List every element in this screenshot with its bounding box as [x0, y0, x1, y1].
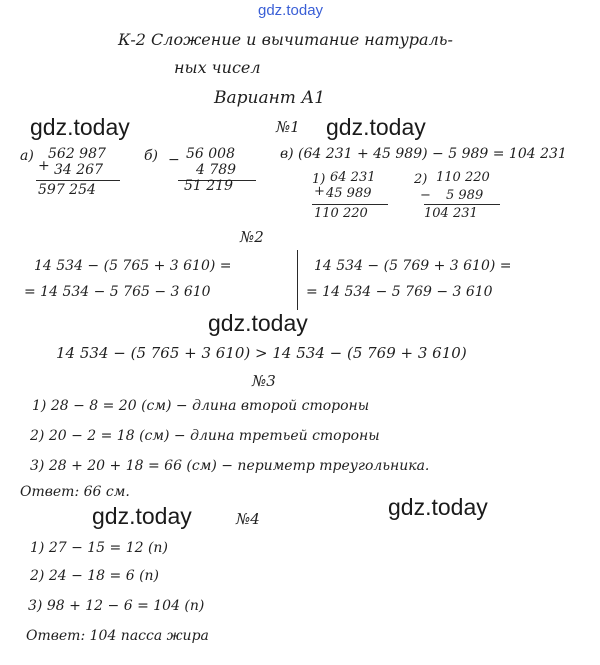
- task1-v-s2-underline: [424, 204, 500, 205]
- task1-v-s1-label: 1): [312, 172, 326, 187]
- task1-a-n2: 34 267: [54, 162, 103, 178]
- task4-line-1: 1) 27 − 15 = 12 (п): [30, 540, 168, 556]
- task3-number: №3: [252, 372, 276, 390]
- task1-v-s2-op: −: [420, 188, 431, 203]
- task1-v-s1-op: +: [314, 184, 325, 199]
- task2-compare: 14 534 − (5 765 + 3 610) > 14 534 − (5 769 + 3 610): [56, 344, 467, 362]
- task1-v-s2-n1: 110 220: [436, 170, 490, 185]
- task1-v-s2-result: 104 231: [424, 206, 478, 221]
- task1-a-label: а): [20, 148, 34, 164]
- task3-line-1: 1) 28 − 8 = 20 (см) − длина второй стороны: [32, 398, 370, 414]
- watermark-top: gdz.today: [258, 2, 324, 19]
- task2-number: №2: [240, 228, 264, 246]
- task2-left-line-2: = 14 534 − 5 765 − 3 610: [24, 284, 211, 300]
- watermark: gdz.today: [326, 114, 426, 140]
- header-line-1: К-2 Сложение и вычитание натураль-: [118, 30, 453, 49]
- task1-v-s1-n1: 64 231: [330, 170, 376, 185]
- watermark: gdz.today: [30, 114, 130, 140]
- task1-a-op: +: [38, 158, 50, 174]
- task1-a-n1: 562 987: [48, 146, 106, 162]
- task1-b-n2: 4 789: [196, 162, 237, 178]
- task1-v-s1-result: 110 220: [314, 206, 368, 221]
- watermark: gdz.today: [388, 494, 488, 520]
- task1-v-header: в) (64 231 + 45 989) − 5 989 = 104 231: [280, 146, 567, 162]
- task1-v-s1-underline: [312, 204, 388, 205]
- task3-line-2: 2) 20 − 2 = 18 (см) − длина третьей стороны: [30, 428, 380, 444]
- task1-b-op: −: [168, 152, 180, 168]
- watermark: gdz.today: [208, 310, 308, 336]
- task1-b-result: 51 219: [184, 178, 233, 194]
- task1-b-n1: 56 008: [186, 146, 235, 162]
- watermark: gdz.today: [92, 503, 192, 529]
- task1-number: №1: [276, 118, 300, 136]
- task4-number: №4: [236, 510, 260, 528]
- task1-b-label: б): [144, 148, 159, 164]
- task2-divider: [297, 250, 298, 310]
- task1-a-underline: [36, 180, 120, 181]
- task1-a-result: 597 254: [38, 182, 96, 198]
- task1-v-s2-label: 2): [414, 172, 428, 187]
- variant-title: Вариант А1: [214, 88, 326, 108]
- task3-line-3: 3) 28 + 20 + 18 = 66 (см) − периметр треугольника.: [30, 458, 430, 474]
- task4-line-2: 2) 24 − 18 = 6 (п): [30, 568, 160, 584]
- task1-v-s2-n2: 5 989: [446, 188, 484, 203]
- task4-answer: Ответ: 104 пасса жира: [26, 628, 209, 644]
- task2-right-line-1: 14 534 − (5 769 + 3 610) =: [314, 258, 512, 274]
- header-line-2: ных чисел: [174, 58, 261, 77]
- task2-right-line-2: = 14 534 − 5 769 − 3 610: [306, 284, 493, 300]
- task4-line-3: 3) 98 + 12 − 6 = 104 (п): [28, 598, 205, 614]
- task1-v-s1-n2: 45 989: [326, 186, 372, 201]
- task3-answer: Ответ: 66 см.: [20, 484, 130, 500]
- task2-left-line-1: 14 534 − (5 765 + 3 610) =: [34, 258, 232, 274]
